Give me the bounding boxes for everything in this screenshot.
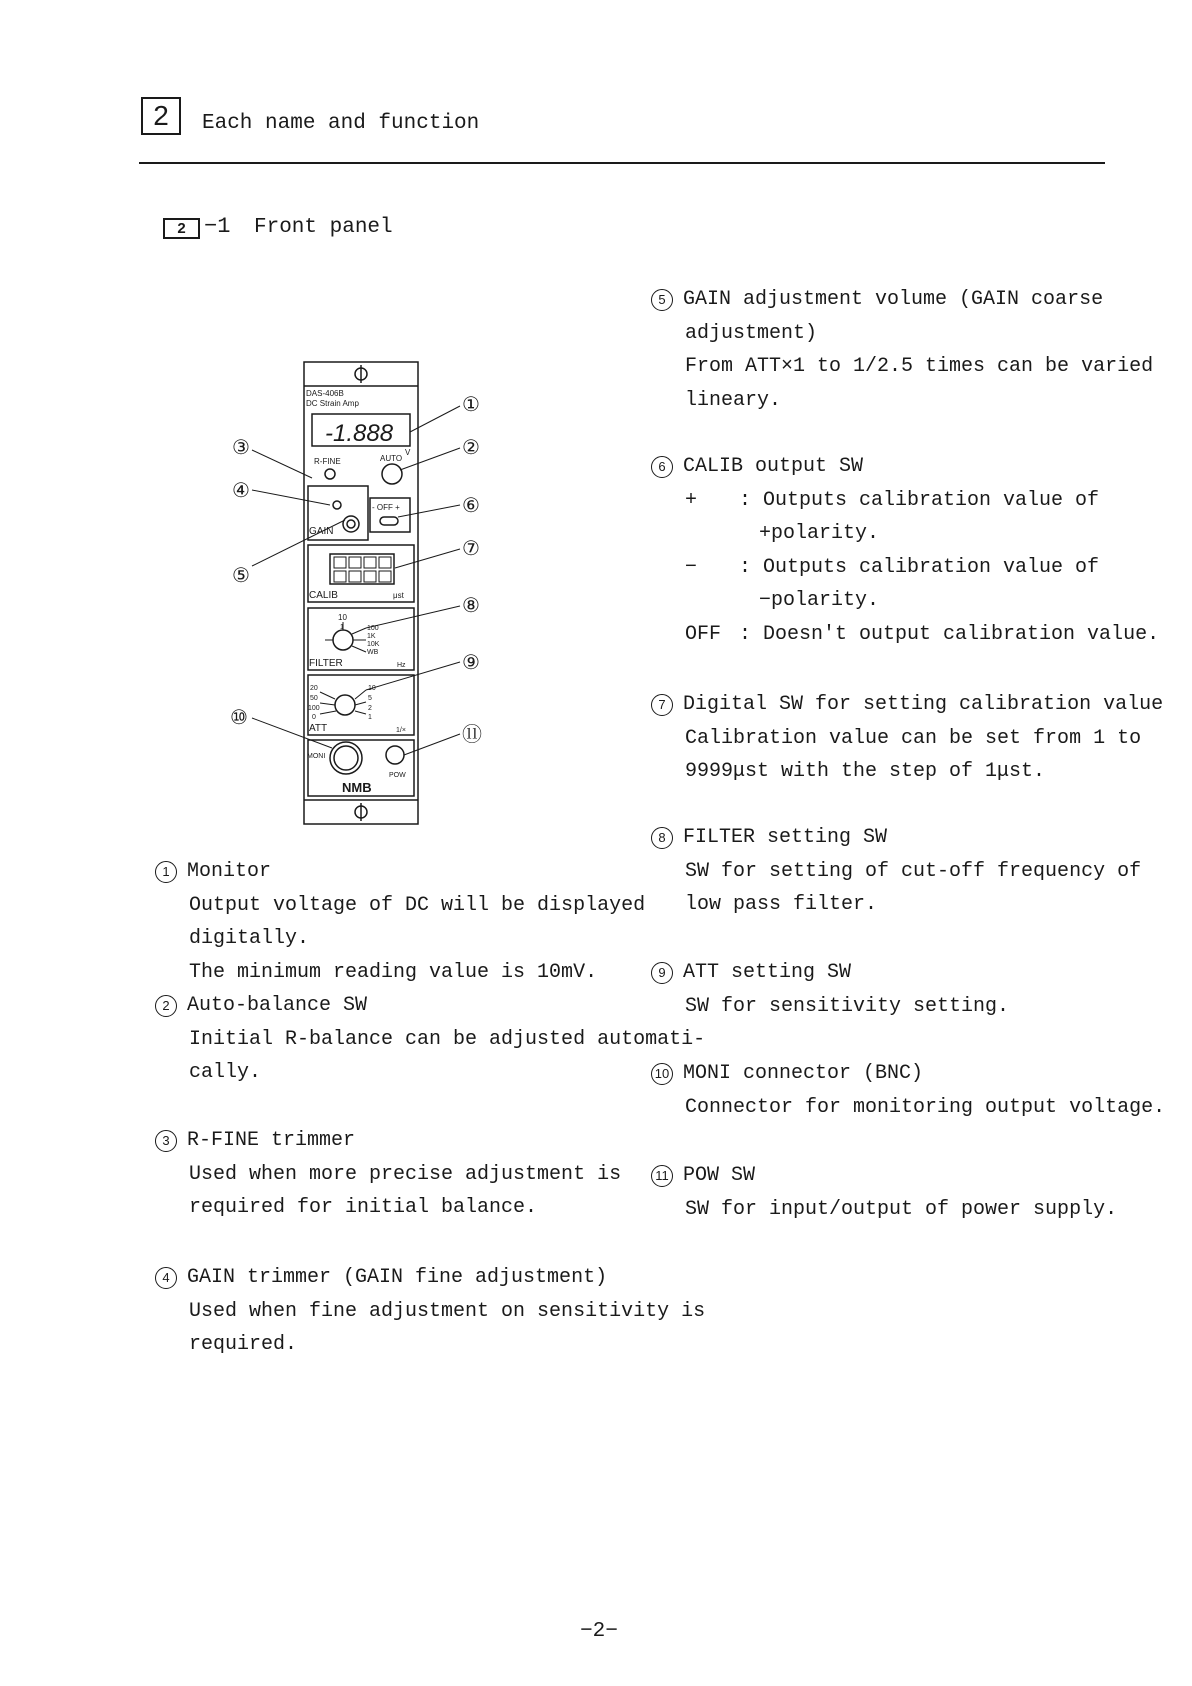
item-line: required for initial balance. (189, 1196, 538, 1219)
callout: ⑦ (462, 538, 480, 560)
item-line: 9999μst with the step of 1μst. (685, 760, 1046, 783)
item-line: Connector for monitoring output voltage. (685, 1095, 1166, 1119)
item-calib-output (651, 450, 1159, 651)
panel-calib-sel: - OFF + (372, 503, 400, 512)
callout: ⑤ (232, 565, 250, 587)
panel-filter-opt: 1K (367, 633, 376, 640)
item-gain-volume (651, 283, 1153, 417)
item-line: Used when fine adjustment on sensitivity is (189, 1299, 706, 1323)
polarity-symbol: − (685, 555, 698, 579)
item-title: R-FINE trimmer (187, 1129, 356, 1152)
item-pow-sw (651, 1159, 1117, 1226)
panel-auto: AUTO (380, 454, 403, 463)
panel-pow: POW (389, 772, 406, 779)
item-number: 4 (155, 1267, 177, 1289)
callout: ② (462, 437, 480, 459)
item-line: SW for input/output of power supply. (685, 1197, 1118, 1221)
item-moni-connector (651, 1057, 1165, 1124)
callout: ⑧ (462, 595, 480, 617)
callout: ③ (232, 437, 250, 459)
item-number: 6 (651, 456, 673, 478)
polarity-text: −polarity. (759, 589, 880, 612)
panel-att: ATT (309, 723, 328, 734)
subsection-dash: −1 (204, 214, 231, 239)
section-title: Each name and function (202, 112, 480, 135)
item-att-sw (651, 956, 1009, 1023)
item-number: 11 (651, 1165, 673, 1187)
item-line: cally. (189, 1061, 262, 1084)
item-title: GAIN trimmer (GAIN fine adjustment) (187, 1266, 608, 1289)
panel-filter-opt: 10 (338, 613, 347, 622)
polarity-text: : Outputs calibration value of (739, 488, 1100, 512)
page-number: −2− (580, 1620, 618, 1643)
item-title: Auto-balance SW (187, 994, 368, 1017)
item-monitor (155, 855, 645, 989)
item-line: Calibration value can be set from 1 to (685, 726, 1142, 750)
panel-calib-unit: μst (393, 591, 404, 600)
polarity-symbol: OFF (685, 622, 722, 646)
panel-filter-opt: 10K (367, 641, 380, 648)
item-line: lineary. (685, 388, 782, 412)
item-title: MONI connector (BNC) (683, 1062, 924, 1085)
panel-gain: GAIN (309, 526, 334, 537)
item-title: ATT setting SW (683, 961, 852, 984)
subsection-number: 2 (163, 218, 200, 239)
item-line: digitally. (189, 927, 310, 950)
item-filter-sw (651, 821, 1141, 922)
panel-filter-opt: 100 (367, 625, 379, 632)
panel-type: DC Strain Amp (306, 399, 359, 408)
item-number: 7 (651, 694, 673, 716)
panel-att-opt: 50 (310, 695, 318, 702)
item-title: POW SW (683, 1164, 756, 1187)
panel-moni: MONI (307, 753, 326, 760)
item-title: Digital SW for setting calibration value (683, 693, 1164, 716)
panel-brand: NMB (342, 780, 372, 795)
item-line: Output voltage of DC will be displayed (189, 893, 646, 917)
panel-display: -1.888 (325, 420, 394, 447)
item-line: required. (189, 1333, 298, 1356)
panel-filter-unit: Hz (397, 662, 406, 669)
panel-att-opt: 100 (308, 705, 320, 712)
panel-att-opt: 5 (368, 695, 372, 702)
item-auto-balance (155, 989, 705, 1090)
polarity-text: : Outputs calibration value of (739, 555, 1100, 579)
panel-att-unit: 1/× (396, 727, 406, 734)
panel-att-opt: 1 (368, 714, 372, 721)
panel-filter: FILTER (309, 658, 343, 669)
polarity-text: : Doesn't output calibration value. (739, 622, 1160, 646)
panel-model: DAS-406B (306, 389, 344, 398)
panel-att-opt: 10 (368, 685, 376, 692)
item-line: SW for setting of cut-off frequency of (685, 859, 1142, 883)
panel-filter-opt: WB (367, 649, 379, 656)
panel-v: V (405, 448, 411, 457)
item-title: Monitor (187, 860, 272, 883)
item-number: 3 (155, 1130, 177, 1152)
callout: ⑩ (230, 707, 248, 729)
subsection-title: Front panel (254, 216, 393, 239)
polarity-text: +polarity. (759, 522, 880, 545)
item-line: SW for sensitivity setting. (685, 994, 1010, 1018)
item-title: GAIN adjustment volume (GAIN coarse (683, 288, 1104, 311)
item-number: 9 (651, 962, 673, 984)
item-digital-sw (651, 688, 1163, 789)
item-gain-trimmer (155, 1261, 705, 1362)
callout: ① (462, 394, 480, 416)
item-title: FILTER setting SW (683, 826, 888, 849)
panel-att-opt: 20 (310, 685, 318, 692)
item-number: 2 (155, 995, 177, 1017)
item-number: 10 (651, 1063, 673, 1085)
item-title: CALIB output SW (683, 455, 864, 478)
item-rfine (155, 1124, 621, 1225)
item-number: 5 (651, 289, 673, 311)
polarity-symbol: + (685, 488, 698, 512)
panel-att-opt: 2 (368, 705, 372, 712)
item-line: low pass filter. (685, 893, 878, 916)
panel-filter-opt: 1 (340, 624, 344, 631)
callout: ⑪ (462, 724, 482, 746)
panel-att-opt: 0 (312, 714, 316, 721)
callout: ④ (232, 480, 250, 502)
item-line: From ATT×1 to 1/2.5 times can be varied (685, 355, 1154, 378)
callout: ⑥ (462, 495, 480, 517)
panel-rfine: R-FINE (314, 457, 341, 466)
item-line: Initial R-balance can be adjusted automati- (189, 1027, 706, 1051)
item-number: 1 (155, 861, 177, 883)
callout: ⑨ (462, 652, 480, 674)
panel-calib: CALIB (309, 590, 338, 601)
section-number: 2 (141, 97, 181, 135)
item-line: Used when more precise adjustment is (189, 1162, 622, 1186)
item-line: adjustment) (685, 321, 818, 345)
item-line: The minimum reading value is 10mV. (189, 960, 598, 984)
item-number: 8 (651, 827, 673, 849)
